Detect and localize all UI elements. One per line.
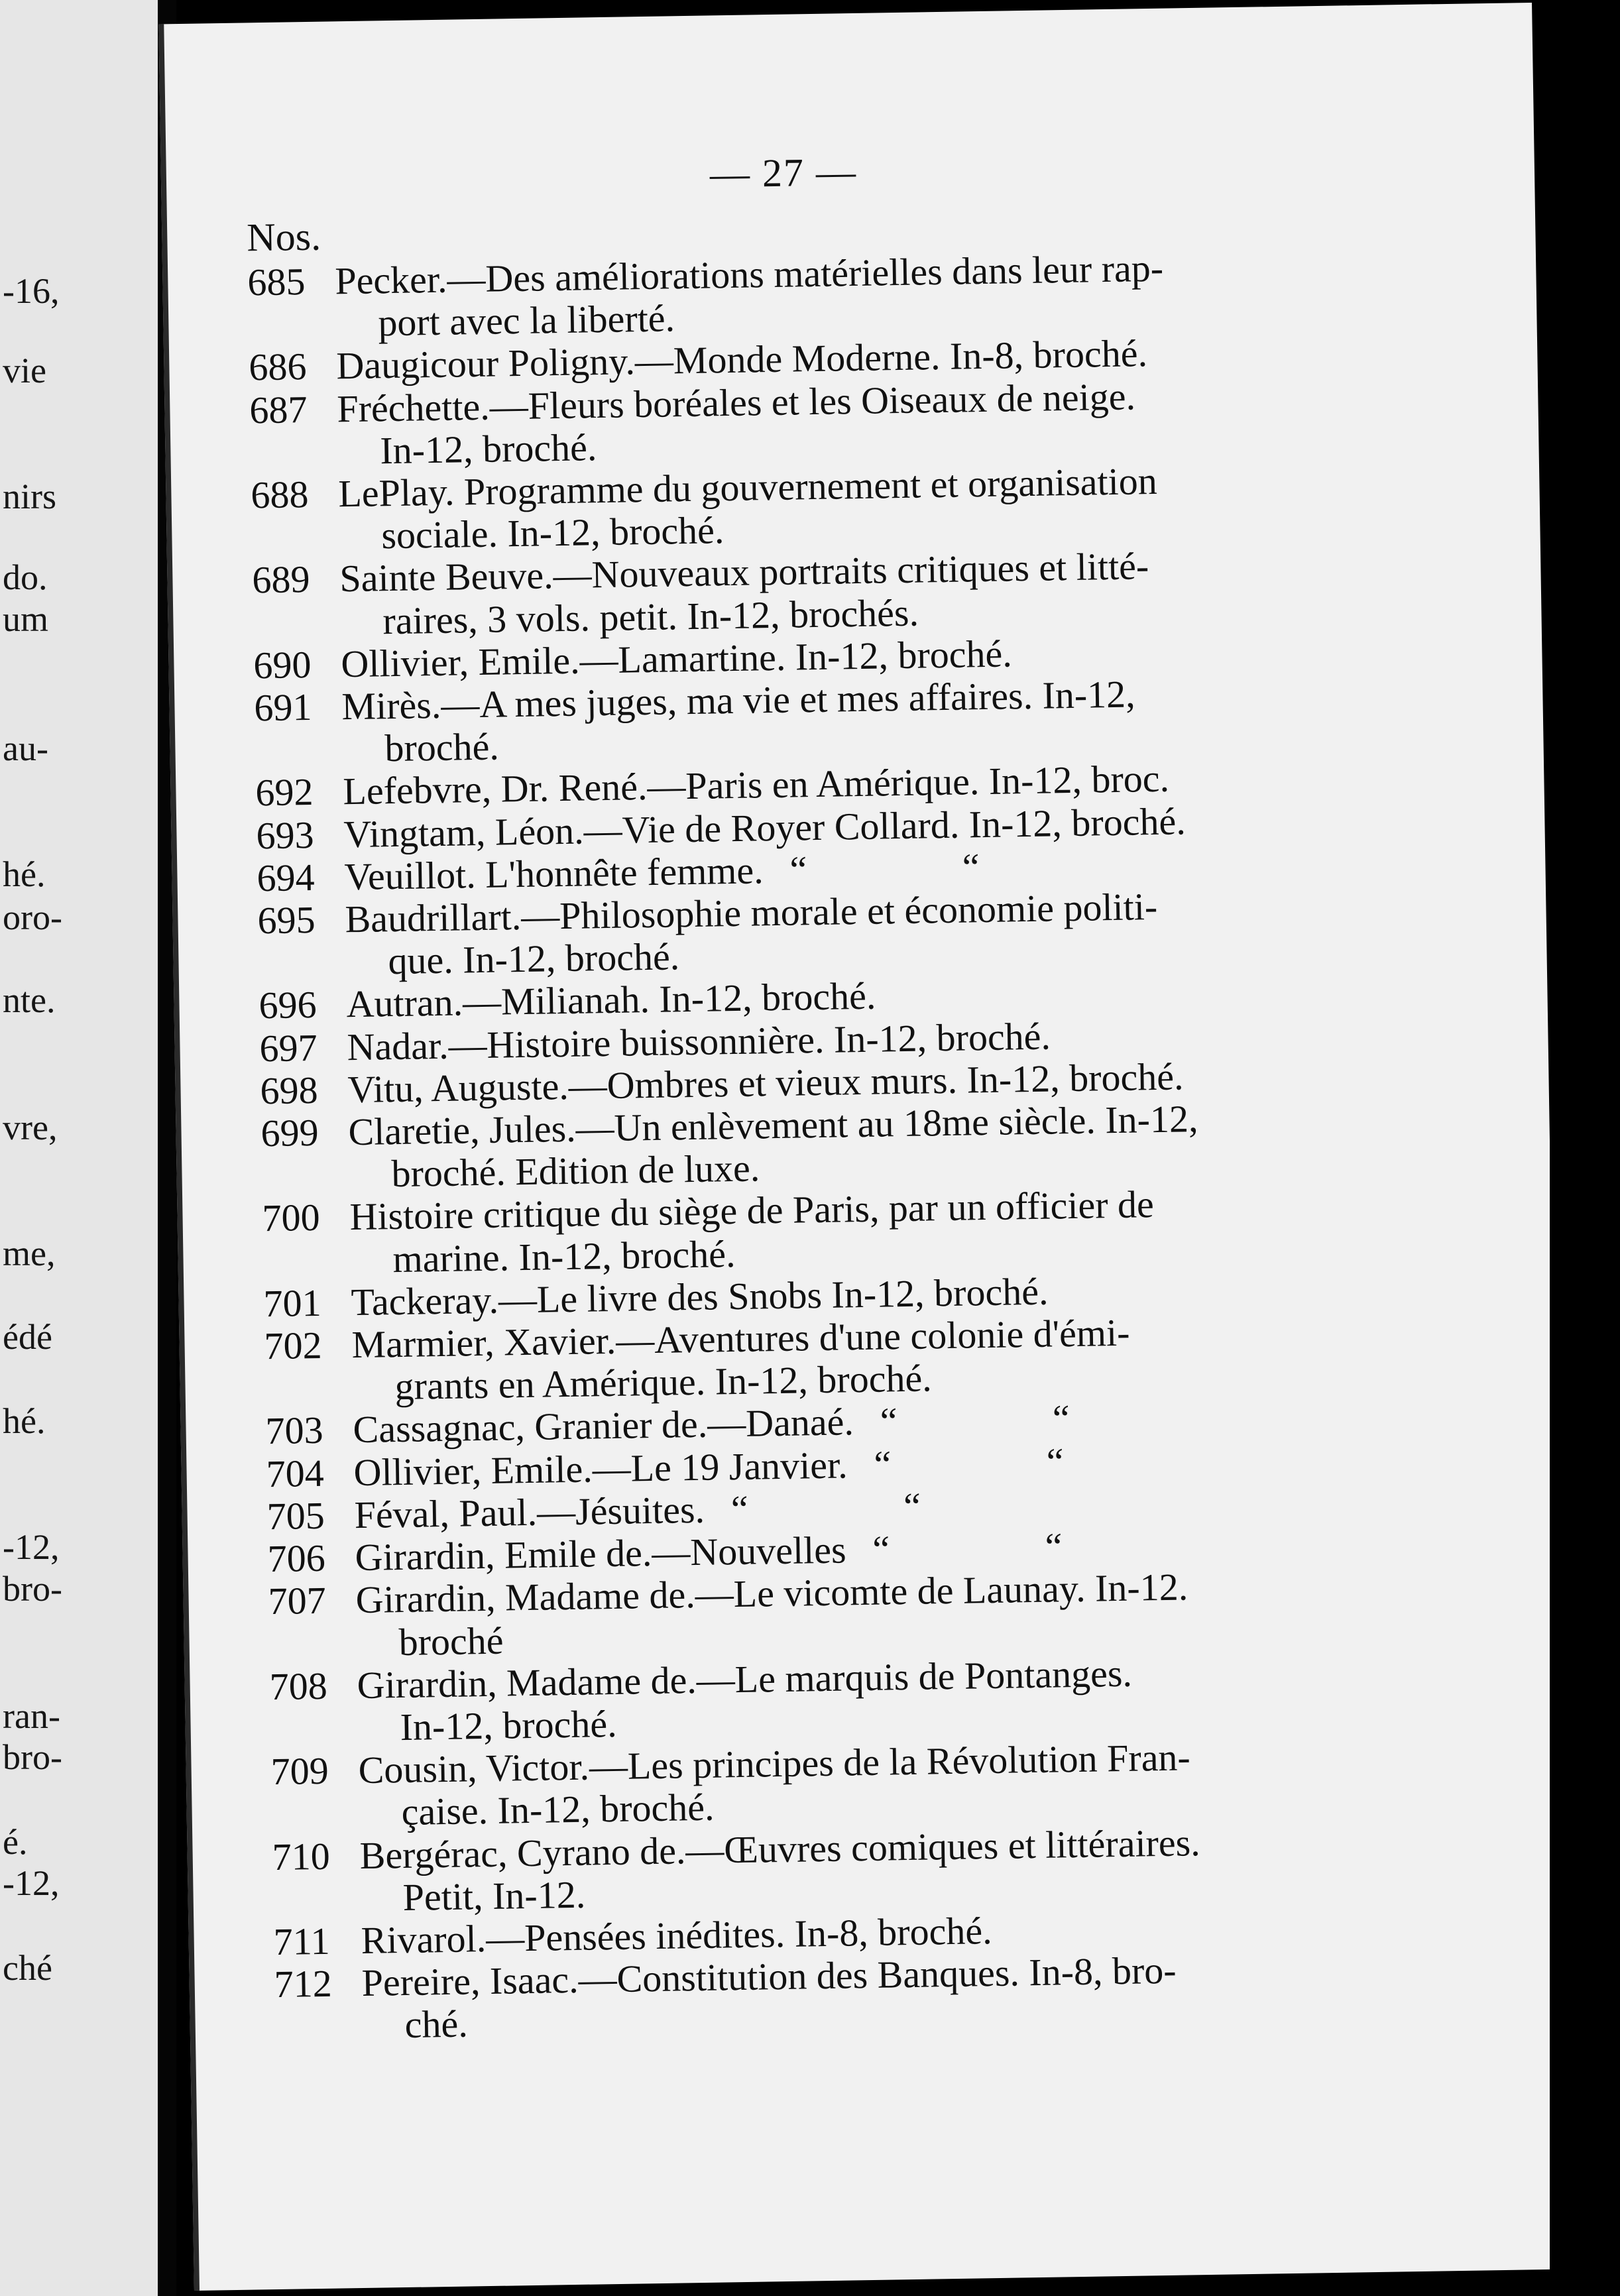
entry-title-line: Nadar.—Histoire buissonnière. In-12, broché. — [347, 1014, 1051, 1068]
entry-number: 687 — [249, 387, 308, 432]
entry-number: 705 — [266, 1493, 325, 1538]
ditto-marks: “ “ — [880, 1395, 1143, 1444]
left-text-fragment: me, — [3, 1234, 56, 1273]
entry-continuation-line: raires, 3 vols. petit. In-12, brochés. — [382, 591, 919, 642]
entry-title-line: Histoire critique du siège de Paris, par un officier de — [349, 1182, 1155, 1239]
entry-continuation-line: sociale. In-12, broché. — [380, 508, 724, 557]
entry-continuation-line: que. In-12, broché. — [388, 935, 680, 983]
entry-title-line: Vingtam, Léon.—Vie de Royer Collard. In-12, broché. — [343, 799, 1186, 856]
entry-continuation-line: ché. — [404, 2002, 469, 2047]
entry-title-line: Marmier, Xavier.—Aventures d'une colonie d'émi- — [351, 1310, 1130, 1367]
entry-number: 694 — [257, 855, 316, 900]
left-text-fragment: ché — [3, 1948, 52, 1988]
entry-continuation-line: grants en Amérique. In-12, broché. — [394, 1356, 933, 1408]
entry-number: 693 — [256, 813, 315, 857]
ditto-marks: “ “ — [789, 844, 1053, 891]
left-text-fragment: oro- — [3, 897, 62, 937]
left-text-fragment: hé. — [3, 1401, 46, 1441]
left-text-fragment: -12, — [3, 1863, 60, 1903]
left-text-fragment: é. — [3, 1822, 28, 1862]
entry-number: 698 — [260, 1068, 319, 1113]
entry-number: 686 — [248, 345, 307, 389]
left-page-fragment — [0, 0, 158, 2296]
entry-number: 688 — [250, 473, 309, 517]
entry-continuation-line: port avec la liberté. — [377, 296, 675, 345]
entry-number: 689 — [251, 557, 310, 602]
entry-title-line: Tackeray.—Le livre des Snobs In-12, broché. — [351, 1269, 1049, 1324]
entry-title-line: Pecker.—Des améliorations matérielles dans leur rap- — [334, 246, 1164, 303]
entry-title-line: Ollivier, Emile.—Le 19 Janvier. — [353, 1443, 848, 1494]
left-text-fragment: ran- — [3, 1696, 60, 1736]
entry-title-line: Féval, Paul.—Jésuites. — [354, 1487, 705, 1537]
entry-number: 703 — [265, 1408, 324, 1453]
entry-number: 704 — [266, 1451, 325, 1495]
entry-number: 711 — [273, 1919, 331, 1964]
entry-number: 707 — [268, 1579, 327, 1623]
entry-title-line: Bergérac, Cyrano de.—Œuvres comiques et littéraires. — [359, 1820, 1201, 1877]
entry-title-line: Autran.—Milianah. In-12, broché. — [346, 974, 876, 1026]
left-text-fragment: nte. — [3, 980, 56, 1020]
left-text-fragment: hé. — [3, 854, 46, 894]
left-text-fragment: édé — [3, 1317, 52, 1357]
entry-title-line: Girardin, Madame de.—Le marquis de Pontanges. — [357, 1651, 1133, 1707]
ditto-marks: “ “ — [874, 1438, 1137, 1486]
entry-number: 708 — [269, 1664, 328, 1708]
entry-title-line: Claretie, Jules.—Un enlèvement au 18me siècle. In-12, — [348, 1097, 1198, 1154]
entry-number: 706 — [267, 1536, 326, 1581]
entry-title-line: Cousin, Victor.—Les principes de la Révolution Fran- — [358, 1735, 1191, 1792]
entry-continuation-line: broché. Edition de luxe. — [391, 1146, 760, 1196]
entry-title-line: Ollivier, Emile.—Lamartine. In-12, broché. — [340, 632, 1013, 686]
entry-continuation-line: marine. In-12, broché. — [392, 1232, 736, 1281]
scan-border — [1550, 0, 1620, 2296]
ditto-marks: “ “ — [872, 1523, 1135, 1571]
entry-number: 685 — [247, 260, 306, 304]
entry-number: 695 — [257, 897, 316, 943]
entry-number: 692 — [255, 770, 314, 815]
entry-number: 700 — [262, 1196, 321, 1240]
nos-heading: Nos. — [246, 214, 321, 260]
left-text-fragment: au- — [3, 728, 48, 768]
left-text-fragment: -16, — [3, 271, 60, 311]
entry-continuation-line: broché. — [384, 724, 500, 770]
catalog-page — [158, 3, 1567, 2291]
entry-title-line: Vitu, Auguste.—Ombres et vieux murs. In-12, broché. — [347, 1055, 1184, 1112]
entry-title-line: Sainte Beuve.—Nouveaux portraits critiques et litté- — [339, 544, 1149, 601]
entry-title-line: Cassagnac, Granier de.—Danaé. — [353, 1400, 854, 1452]
entry-number: 697 — [259, 1025, 318, 1070]
entry-number: 691 — [253, 685, 312, 730]
entry-title-line: Rivarol.—Pensées inédites. In-8, broché. — [361, 1909, 993, 1962]
entry-title-line: LePlay. Programme du gouvernement et organisation — [337, 459, 1158, 516]
entry-title-line: Pereire, Isaac.—Constitution des Banques. In-8, bro- — [361, 1948, 1177, 2005]
entry-number: 696 — [259, 983, 318, 1027]
catalog-entry — [274, 1943, 1534, 2048]
entry-title-line: Fréchette.—Fleurs boréales et les Oiseaux de neige. — [336, 374, 1136, 430]
left-text-fragment: um — [3, 599, 49, 639]
entry-title-line: Baudrillart.—Philosophie morale et économie politi- — [345, 885, 1158, 941]
entry-number: 699 — [260, 1110, 319, 1155]
entry-number: 709 — [270, 1749, 329, 1794]
left-text-fragment: bro- — [3, 1569, 62, 1609]
entry-title-line: Lefebvre, Dr. René.—Paris en Amérique. In-12, broc. — [342, 757, 1170, 813]
entry-continuation-line: broché — [398, 1619, 504, 1664]
ditto-marks: “ “ — [730, 1483, 994, 1531]
entry-title-line: Veuillot. L'honnête femme. — [343, 848, 764, 899]
entry-title-line: Girardin, Madame de.—Le vicomte de Launay. In-12. — [355, 1565, 1188, 1622]
entry-number: 702 — [264, 1323, 323, 1368]
entry-number: 690 — [253, 642, 312, 687]
entry-number: 710 — [272, 1834, 331, 1878]
left-text-fragment: vre, — [3, 1108, 58, 1147]
left-text-fragment: do. — [3, 557, 48, 597]
entry-continuation-line: Petit, In-12. — [402, 1872, 586, 1919]
entry-continuation-line: In-12, broché. — [379, 425, 597, 473]
left-text-fragment: -12, — [3, 1527, 60, 1567]
entry-title-line: Daugicour Poligny.—Monde Moderne. In-8, broché. — [335, 331, 1148, 388]
entry-continuation-line: çaise. In-12, broché. — [401, 1785, 715, 1834]
entry-number: 712 — [274, 1961, 333, 2006]
page-number: — 27 — — [709, 149, 858, 196]
left-text-fragment: nirs — [3, 477, 56, 516]
entry-title-line: Mirès.—A mes juges, ma vie et mes affaires. In-12, — [341, 672, 1136, 728]
left-text-fragment: vie — [3, 351, 46, 390]
entry-title-line: Girardin, Emile de.—Nouvelles — [355, 1528, 846, 1579]
catalog-entry-list — [247, 242, 1534, 2049]
entry-number: 701 — [263, 1281, 322, 1326]
left-text-fragment: bro- — [3, 1737, 62, 1777]
entry-continuation-line: In-12, broché. — [400, 1701, 618, 1749]
